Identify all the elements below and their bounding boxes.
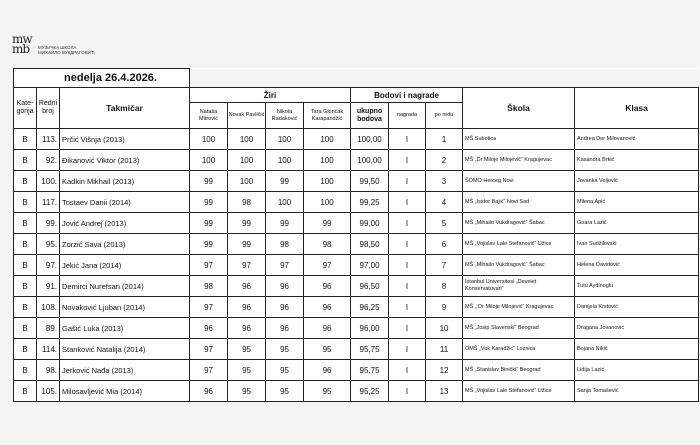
juror-score-3: 95 (266, 339, 304, 360)
header-klasa: Klasa (575, 88, 699, 129)
klasa-cell: Bojana Nikić (575, 339, 699, 360)
logo-mark (12, 34, 32, 54)
header-kategorija: Kate-gorija (14, 88, 37, 129)
category-cell: B (14, 213, 37, 234)
header-juror-1: Nataša Mitrović (190, 103, 228, 129)
table-row (14, 171, 699, 192)
competitor-name: Jekić Jana (2014) (60, 255, 190, 276)
table-row (14, 234, 699, 255)
juror-score-4: 100 (304, 150, 351, 171)
juror-score-4: 98 (304, 234, 351, 255)
competitor-name: Zorzić Sava (2013) (60, 234, 190, 255)
klasa-cell: Milena Apić (575, 192, 699, 213)
juror-score-2: 99 (228, 234, 266, 255)
competitor-name: Milosavljević Mia (2014) (60, 381, 190, 402)
rank-cell: 5 (426, 213, 463, 234)
total-points: 99,50 (351, 171, 389, 192)
school-cell: MŠ „Josip Slavenski“ Beograd (463, 318, 575, 339)
juror-score-3: 99 (266, 213, 304, 234)
category-cell: B (14, 297, 37, 318)
juror-score-2: 96 (228, 297, 266, 318)
competitor-name: Jović Andrej (2013) (60, 213, 190, 234)
klasa-cell: Helena Davidović (575, 255, 699, 276)
juror-score-3: 97 (266, 255, 304, 276)
school-cell: Istanbul Universitesi „Develet Konservatuvari“ (463, 276, 575, 297)
klasa-cell: Sanja Tomašević (575, 381, 699, 402)
competitor-name: Prčić Višnja (2013) (60, 129, 190, 150)
header-bodovi-nagrade: Bodovi i nagrade (351, 88, 463, 103)
juror-score-1: 100 (190, 129, 228, 150)
total-points: 99,25 (351, 192, 389, 213)
juror-score-3: 96 (266, 297, 304, 318)
number-cell: 89. (37, 318, 60, 339)
juror-score-4: 95 (304, 381, 351, 402)
number-cell: 99. (37, 213, 60, 234)
competitor-name: Gašić Luka (2013) (60, 318, 190, 339)
header-juror-4: Tara Glončak Karapandžić (304, 103, 351, 129)
juror-score-4: 100 (304, 129, 351, 150)
juror-score-4: 97 (304, 255, 351, 276)
juror-score-4: 100 (304, 171, 351, 192)
juror-score-3: 95 (266, 381, 304, 402)
rank-cell: 3 (426, 171, 463, 192)
total-points: 95,75 (351, 339, 389, 360)
juror-score-2: 100 (228, 150, 266, 171)
number-cell: 97. (37, 255, 60, 276)
rank-cell: 13 (426, 381, 463, 402)
school-cell: MŠ „Vojislav Lale Stefanović“ Užice (463, 234, 575, 255)
klasa-cell: Ivan Sudžilovski (575, 234, 699, 255)
table-row (14, 297, 699, 318)
header-juror-3: Nikola Radaković (266, 103, 304, 129)
award-cell: I (389, 339, 426, 360)
juror-score-4: 96 (304, 318, 351, 339)
results-table (13, 68, 699, 402)
total-points: 95,75 (351, 360, 389, 381)
klasa-cell: Tutu Aydinoglu (575, 276, 699, 297)
number-cell: 98. (37, 360, 60, 381)
juror-score-4: 99 (304, 213, 351, 234)
category-cell: B (14, 360, 37, 381)
competitor-name: Tostaev Danii (2014) (60, 192, 190, 213)
date-title: nedelja 26.4.2026. (14, 69, 190, 88)
table-row (14, 255, 699, 276)
total-points: 100,00 (351, 129, 389, 150)
rank-cell: 7 (426, 255, 463, 276)
number-cell: 92. (37, 150, 60, 171)
table-row (14, 129, 699, 150)
category-cell: B (14, 318, 37, 339)
juror-score-3: 100 (266, 192, 304, 213)
juror-score-2: 98 (228, 192, 266, 213)
logo-mark-top: mw (12, 32, 32, 46)
school-cell: OMŠ „Vuk Karadžić“ Loznica (463, 339, 575, 360)
school-cell: MŠ „Mihailo Vukdragović“ Šabac (463, 213, 575, 234)
juror-score-3: 99 (266, 171, 304, 192)
klasa-cell: Lidija Lazić (575, 360, 699, 381)
header-po-redu: po redu (426, 103, 463, 129)
juror-score-2: 100 (228, 171, 266, 192)
award-cell: I (389, 297, 426, 318)
award-cell: I (389, 150, 426, 171)
competitor-name: Stanković Natalija (2014) (60, 339, 190, 360)
header-nagrada: nagrada (389, 103, 426, 129)
juror-score-1: 97 (190, 339, 228, 360)
juror-score-4: 96 (304, 360, 351, 381)
competitor-name: Kadkin Mikhail (2013) (60, 171, 190, 192)
school-cell: MŠ „Vojislav Lale Stefanović“ Užice (463, 381, 575, 402)
juror-score-1: 99 (190, 171, 228, 192)
juror-score-2: 96 (228, 276, 266, 297)
klasa-cell: Dragana Jovanović (575, 318, 699, 339)
juror-score-4: 95 (304, 339, 351, 360)
total-points: 95,25 (351, 381, 389, 402)
competitor-name: Demirci Nurefsan (2014) (60, 276, 190, 297)
header-skola: Škola (463, 88, 575, 129)
award-cell: I (389, 171, 426, 192)
total-points: 96,00 (351, 318, 389, 339)
table-row (14, 150, 699, 171)
table-row (14, 276, 699, 297)
award-cell: I (389, 192, 426, 213)
juror-score-4: 100 (304, 192, 351, 213)
juror-score-2: 95 (228, 360, 266, 381)
header-redni-broj: Redni broj (37, 88, 60, 129)
category-cell: B (14, 255, 37, 276)
school-cell: ŠOMO Herceg Novi (463, 171, 575, 192)
table-row (14, 318, 699, 339)
competitor-name: Novaković Ljuban (2014) (60, 297, 190, 318)
juror-score-1: 99 (190, 234, 228, 255)
juror-score-3: 100 (266, 129, 304, 150)
juror-score-2: 95 (228, 339, 266, 360)
klasa-cell: Kasandra Brkić (575, 150, 699, 171)
number-cell: 113. (37, 129, 60, 150)
klasa-cell: Jovanka Veljović (575, 171, 699, 192)
rank-cell: 1 (426, 129, 463, 150)
number-cell: 108. (37, 297, 60, 318)
category-cell: B (14, 276, 37, 297)
total-points: 96,25 (351, 297, 389, 318)
total-points: 100,00 (351, 150, 389, 171)
category-cell: B (14, 192, 37, 213)
number-cell: 100. (37, 171, 60, 192)
logo-text (38, 45, 95, 55)
school-cell: MŠ „Isidor Bajić“ Novi Sad (463, 192, 575, 213)
rank-cell: 6 (426, 234, 463, 255)
competitor-name: Jerković Nađa (2013) (60, 360, 190, 381)
number-cell: 95. (37, 234, 60, 255)
award-cell: I (389, 213, 426, 234)
rank-cell: 11 (426, 339, 463, 360)
juror-score-3: 95 (266, 360, 304, 381)
number-cell: 117. (37, 192, 60, 213)
table-row (14, 213, 699, 234)
juror-score-2: 100 (228, 129, 266, 150)
juror-score-2: 97 (228, 255, 266, 276)
category-cell: B (14, 150, 37, 171)
award-cell: I (389, 318, 426, 339)
juror-score-2: 99 (228, 213, 266, 234)
juror-score-1: 96 (190, 381, 228, 402)
school-cell: MŠ „Mihailo Vukdragović“ Šabac (463, 255, 575, 276)
total-points: 96,50 (351, 276, 389, 297)
table-row (14, 360, 699, 381)
juror-score-1: 98 (190, 276, 228, 297)
total-points: 97,00 (351, 255, 389, 276)
award-cell: I (389, 255, 426, 276)
category-cell: B (14, 339, 37, 360)
category-cell: B (14, 381, 37, 402)
juror-score-1: 97 (190, 255, 228, 276)
rank-cell: 10 (426, 318, 463, 339)
juror-score-2: 96 (228, 318, 266, 339)
juror-score-4: 96 (304, 276, 351, 297)
school-cell: MŠ „Dr Miloje Milojević“ Kragujevac (463, 150, 575, 171)
juror-score-1: 100 (190, 150, 228, 171)
juror-score-4: 96 (304, 297, 351, 318)
juror-score-3: 100 (266, 150, 304, 171)
school-cell: MŠ „ Dr Miloje Milojević“ Kragujevac (463, 297, 575, 318)
rank-cell: 9 (426, 297, 463, 318)
table-row (14, 192, 699, 213)
juror-score-1: 99 (190, 192, 228, 213)
school-cell: MŠ „Stanislav Binički“ Beograd (463, 360, 575, 381)
rank-cell: 4 (426, 192, 463, 213)
total-points: 98,50 (351, 234, 389, 255)
header-ziri: Žiri (190, 88, 351, 103)
klasa-cell: Andrea Der Milovanović (575, 129, 699, 150)
award-cell: I (389, 360, 426, 381)
total-points: 99,00 (351, 213, 389, 234)
rank-cell: 8 (426, 276, 463, 297)
juror-score-3: 98 (266, 234, 304, 255)
header-ukupno-bodova: ukupno bodova (351, 103, 389, 129)
table-row (14, 339, 699, 360)
award-cell: I (389, 129, 426, 150)
juror-score-1: 97 (190, 360, 228, 381)
klasa-cell: Danijela Krstović (575, 297, 699, 318)
number-cell: 105. (37, 381, 60, 402)
award-cell: I (389, 381, 426, 402)
table-row (14, 381, 699, 402)
logo-line-1: МУЗИЧКА ШКОЛА (38, 45, 77, 50)
klasa-cell: Goara Lazić (575, 213, 699, 234)
juror-score-2: 95 (228, 381, 266, 402)
category-cell: B (14, 171, 37, 192)
juror-score-3: 96 (266, 318, 304, 339)
juror-score-3: 96 (266, 276, 304, 297)
number-cell: 114. (37, 339, 60, 360)
header-juror-2: Novak Pavličić (228, 103, 266, 129)
number-cell: 91. (37, 276, 60, 297)
juror-score-1: 96 (190, 318, 228, 339)
school-cell: MŠ Subotica (463, 129, 575, 150)
juror-score-1: 97 (190, 297, 228, 318)
juror-score-1: 99 (190, 213, 228, 234)
category-cell: B (14, 129, 37, 150)
logo-mark-bottom: mb (12, 42, 30, 56)
rank-cell: 2 (426, 150, 463, 171)
competitor-name: Đikanović Viktor (2013) (60, 150, 190, 171)
award-cell: I (389, 276, 426, 297)
logo-line-2: МИХАЙЛО ВУКДРАГОВИЋ (38, 50, 95, 55)
category-cell: B (14, 234, 37, 255)
header-takmicar: Takmičar (60, 88, 190, 129)
rank-cell: 12 (426, 360, 463, 381)
award-cell: I (389, 234, 426, 255)
